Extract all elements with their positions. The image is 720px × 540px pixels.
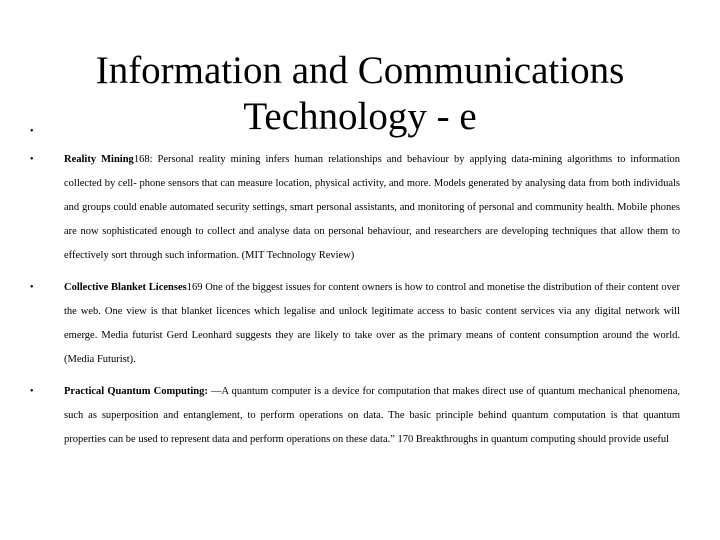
bullet-list	[30, 120, 680, 452]
bullet-item-blanket-licenses	[30, 276, 680, 372]
bullet-icon: •	[30, 126, 34, 137]
bullet-item-quantum-computing	[30, 380, 680, 452]
bullet-text: ―A quantum computer is a device for computation that makes direct use of quantum mechanical phenomena, such as superposition and entanglement, to perform operations on data. The basic principle behind quantum computation is that quantum properties can be used to represent data and perform operations on these data.” 170 Breakthroughs in quantum computing should provide useful	[64, 386, 680, 445]
bullet-text: 169 One of the biggest issues for content owners is how to control and monetise the distribution of their content over the web. One view is that blanket licences which legalise and unlock legitimate access to basic content services via any digital network will emerge. Media futurist Gerd Leonhard suggests they are likely to take over as the primary means of content consumption around the world. (Media Futurist).	[64, 282, 681, 365]
bullet-item-reality-mining	[30, 148, 680, 268]
bullet-lead: Practical Quantum Computing:	[64, 386, 208, 397]
bullet-text: 168: Personal reality mining infers human relationships and behaviour by applying data-mining algorithms to information collected by cell- phone sensors that can measure location, physical activity, and more. Models generated by analysing data from both individuals and groups could enable automated security settings, smart personal assistants, and monitoring of personal and community health. Mobile phones are now sophisticated enough to collect and analyse data on personal behaviour, and researchers are developing techniques that allow them to effectively sort through such information. (MIT Technology Review)	[64, 154, 680, 261]
bullet-icon: •	[30, 154, 34, 165]
bullet-lead: Reality Mining	[64, 154, 134, 165]
bullet-item-empty	[30, 120, 680, 148]
title-line-1: Information and Communications	[95, 49, 625, 93]
title-line-2: Technology - e	[243, 95, 477, 139]
bullet-lead: Collective Blanket Licenses	[64, 282, 187, 293]
bullet-icon: •	[30, 386, 34, 397]
bullet-icon: •	[30, 282, 34, 293]
